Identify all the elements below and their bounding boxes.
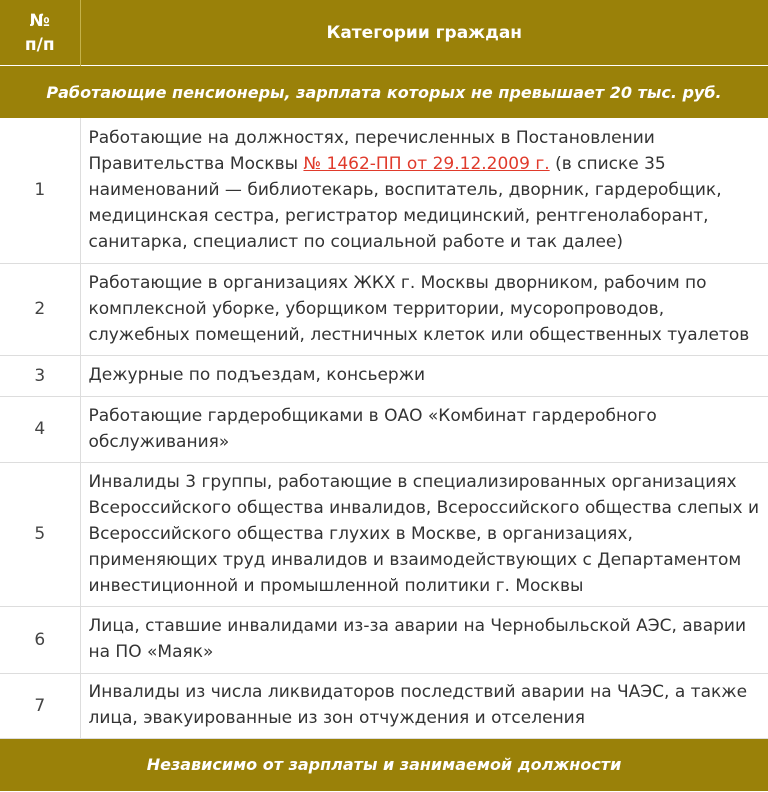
section-header-row xyxy=(0,66,768,119)
section-title-regardless-of-salary: Независимо от зарплаты и занимаемой должности xyxy=(0,738,768,791)
table-row xyxy=(0,263,768,355)
table-row xyxy=(0,396,768,462)
row-text: Работающие гардеробщиками в ОАО «Комбинат гардеробного обслуживания» xyxy=(80,396,768,462)
number-header-line1: № xyxy=(29,10,50,31)
row-text: Инвалиды из числа ликвидаторов последствий аварии на ЧАЭС, а также лица, эвакуированные из зон отчуждения и отселения xyxy=(80,673,768,738)
row-text: Работающие в организациях ЖКХ г. Москвы дворником, рабочим по комплексной уборке, уборщиком территории, мусоропроводов, служебных помещений, лестничных клеток или общественных туалетов xyxy=(80,263,768,355)
row-text-after: (в списке 35 наименований — библиотекарь, воспитатель, дворник, гардеробщик, медицинская сестра, регистратор медицинский, рентгенолаборант, санитарка, специалист по социальной работе и так далее) xyxy=(88,153,722,252)
row-number: 4 xyxy=(0,396,80,462)
decree-link[interactable]: № 1462-ПП от 29.12.2009 г. xyxy=(303,153,550,174)
row-text-before: Работающие на должностях, перечисленных в Постановлении Правительства Москвы xyxy=(88,127,655,174)
table-row xyxy=(0,673,768,738)
row-number: 1 xyxy=(0,118,80,263)
table-row xyxy=(0,355,768,396)
row-text: Дежурные по подъездам, консьержи xyxy=(80,355,768,396)
number-header-line2: п/п xyxy=(24,34,55,55)
row-number: 3 xyxy=(0,355,80,396)
row-text: Лица, ставшие инвалидами из-за аварии на Чернобыльской АЭС, аварии на ПО «Маяк» xyxy=(80,606,768,673)
table-header-row xyxy=(0,0,768,66)
number-column-header xyxy=(0,0,80,66)
table-row xyxy=(0,118,768,263)
row-number: 6 xyxy=(0,606,80,673)
section-header-row xyxy=(0,738,768,791)
row-text xyxy=(80,118,768,263)
table-row xyxy=(0,606,768,673)
row-text: Инвалиды 3 группы, работающие в специализированных организациях Всероссийского общества инвалидов, Всероссийского общества слепых и Всероссийского общества глухих в Москве, в организациях, применяющих труд инвалидов и взаимодействующих с Департаментом инвестиционной и промышленной политики г. Москвы xyxy=(80,462,768,606)
row-number: 7 xyxy=(0,673,80,738)
category-column-header: Категории граждан xyxy=(80,0,768,66)
row-number: 2 xyxy=(0,263,80,355)
table-row xyxy=(0,462,768,606)
section-title-working-pensioners: Работающие пенсионеры, зарплата которых не превышает 20 тыс. руб. xyxy=(0,66,768,119)
row-number: 5 xyxy=(0,462,80,606)
